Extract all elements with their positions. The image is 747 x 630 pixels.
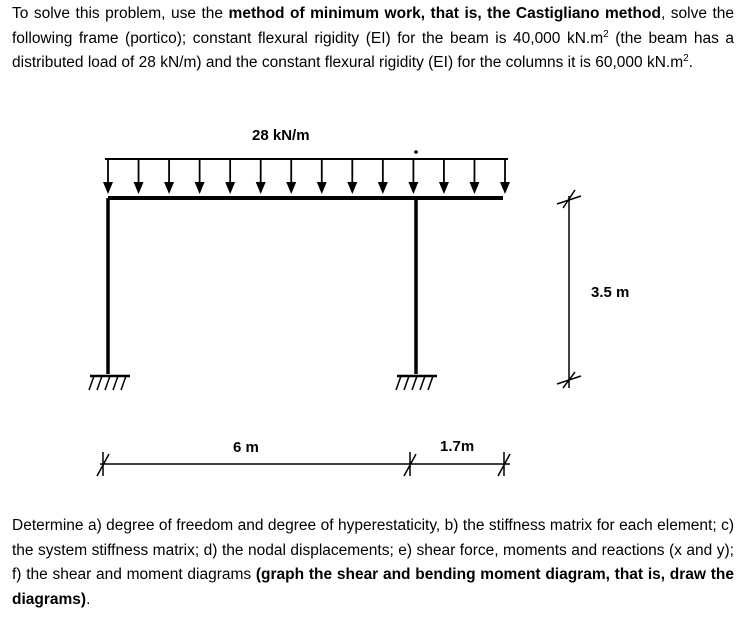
height-label: 3.5 m (591, 284, 630, 301)
load-arrow-head (225, 182, 235, 194)
load-arrow-head (134, 182, 144, 194)
load-mark-dot (414, 150, 418, 154)
load-arrow-head (164, 182, 174, 194)
overhang-label: 1.7m (440, 438, 475, 455)
load-arrow-head (469, 182, 479, 194)
span-label: 6 m (233, 439, 259, 456)
question-text-2: . (86, 590, 91, 608)
intro-superscript-1: 2 (603, 28, 609, 40)
question-text (12, 514, 734, 612)
question-text-1: Determine a) degree of freedom and degree of hyperestaticity, b) the stiffness matrix for each element; c) the system stiffness matrix; d) the nodal displacements; e) shear force, moments and reactions (x and y); f) the shear and moment diagrams (12, 517, 734, 583)
load-arrow-head (408, 182, 418, 194)
load-arrow-head (103, 182, 113, 194)
load-label: 28 kN/m (252, 127, 310, 144)
height-dimension (557, 190, 581, 388)
load-arrow-head (378, 182, 388, 194)
intro-method-emphasis: method of minimum work, that is, the Castigliano method (228, 5, 661, 22)
load-arrow-head (256, 182, 266, 194)
load-arrow-head (317, 182, 327, 194)
distributed-load-arrows (103, 159, 510, 194)
load-arrow-head (195, 182, 205, 194)
load-arrow-head (439, 182, 449, 194)
intro-text-1: To solve this problem, use the (12, 5, 229, 22)
right-fixed-support (396, 376, 437, 390)
load-arrow-head (500, 182, 510, 194)
intro-text-4: . (688, 54, 693, 71)
intro-text-3: (the beam has a distributed load of 28 kN/m) and the constant flexural rigidity (EI) for the columns it is 60,000 kN.m (12, 29, 734, 71)
intro-text-2: , solve the following frame (portico); constant flexural rigidity (EI) for the beam is 40,000 kN.m (12, 5, 734, 47)
load-arrow-head (347, 182, 357, 194)
intro-superscript-2: 2 (683, 52, 689, 64)
load-arrow-head (286, 182, 296, 194)
question-emphasis: (graph the shear and bending moment diagram, that is, draw the diagrams) (12, 566, 734, 608)
span-dimension (97, 452, 510, 476)
left-fixed-support (89, 376, 130, 390)
